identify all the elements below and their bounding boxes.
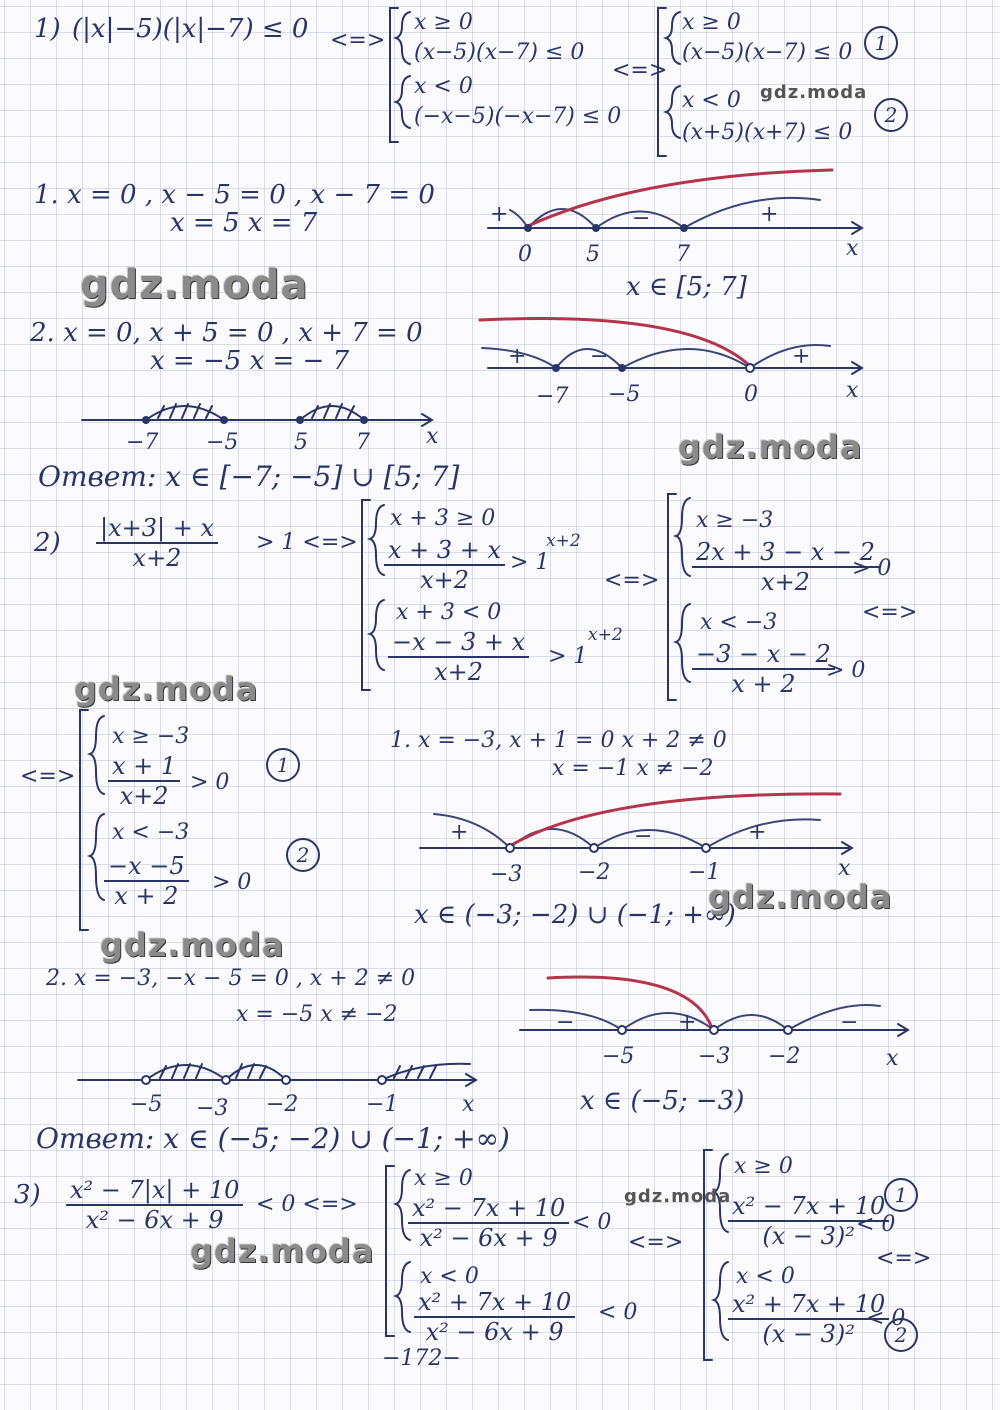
numerator: −x − 3 + x [388, 628, 529, 658]
numerator: |x+3| + x [96, 514, 218, 544]
relation: > 1 [548, 644, 588, 669]
system-r1-cond: x ≥ 0 [682, 10, 741, 35]
watermark: gdz.moda [624, 1186, 732, 1207]
open-point-0 [746, 364, 754, 372]
numerator: −x −5 [104, 852, 189, 882]
system-2-ineq: (−x−5)(−x−7) ≤ 0 [414, 104, 622, 129]
page-number: −172− [382, 1346, 461, 1371]
point-5 [296, 416, 304, 424]
multiplier-note: x+2 [588, 625, 623, 645]
system-r1-ineq: (x−5)(x−7) ≤ 0 [682, 40, 853, 65]
open-point-minus-2 [282, 1076, 290, 1084]
point-7 [680, 224, 688, 232]
watermark: gdz.moda [100, 926, 285, 964]
axis-label: x [846, 378, 859, 403]
step-1-roots-values: x = −1 x ≠ −2 [552, 756, 714, 781]
system-a-cond: x + 3 ≥ 0 [390, 506, 496, 531]
answer-problem-2: Ответ: x ∈ (−5; −2) ∪ (−1; +∞) [36, 1122, 510, 1155]
sign-label: + [792, 344, 811, 369]
step-1-roots: 1. x = −3, x + 1 = 0 x + 2 ≠ 0 [390, 728, 727, 753]
circled-number: 2 [874, 98, 908, 132]
relation: < 0 <=> [256, 1192, 358, 1217]
open-point-minus-1 [378, 1076, 386, 1084]
number-line-3 [82, 414, 432, 426]
circled-number: 2 [884, 1318, 918, 1352]
circled-number: 2 [286, 838, 320, 872]
sign-label: − [840, 1010, 859, 1035]
tick-label: −5 [602, 1044, 635, 1069]
problem-3-fraction [66, 1176, 243, 1234]
system-f-fraction [104, 852, 189, 910]
relation: > 0 [826, 658, 866, 683]
relation: < 0 [572, 1210, 612, 1235]
curly-brace [676, 604, 690, 682]
sign-label: − [632, 206, 651, 231]
open-point-minus-3 [506, 844, 514, 852]
tick-label: −2 [768, 1044, 801, 1069]
denominator: (x − 3)² [762, 1320, 855, 1348]
tick-label: −1 [688, 860, 721, 885]
axis-label: x [462, 1092, 475, 1117]
system-1-cond: x ≥ 0 [414, 10, 473, 35]
watermark: gdz.moda [708, 878, 893, 916]
system-a-fraction [408, 1194, 569, 1252]
point-7 [360, 416, 368, 424]
curly-brace [396, 12, 410, 64]
square-bracket [704, 1150, 712, 1360]
numerator: x + 1 [108, 752, 180, 782]
relation: < 0 [598, 1300, 638, 1325]
equivalence-arrow: <=> [20, 764, 76, 789]
relation: > 0 [190, 770, 230, 795]
system-b-cond: x < 0 [420, 1264, 479, 1289]
multiplier-note: x+2 [546, 531, 581, 551]
axis-label: x [846, 236, 859, 261]
system-f-cond: x < −3 [112, 820, 190, 845]
point-minus-5 [618, 364, 626, 372]
system-b-cond: x + 3 < 0 [396, 600, 502, 625]
square-bracket [80, 710, 88, 930]
curly-brace [370, 505, 384, 575]
numerator: x² + 7x + 10 [728, 1290, 889, 1320]
system-e-fraction [108, 752, 180, 810]
sign-label: + [490, 202, 509, 227]
numerator: x² − 7x + 10 [728, 1192, 889, 1222]
tick-label: −2 [578, 860, 611, 885]
tick-label: −3 [196, 1096, 229, 1121]
tick-label: −1 [366, 1092, 399, 1117]
curly-brace [370, 600, 384, 670]
answer-1: x ∈ [5; 7] [626, 272, 747, 302]
tick-label: −2 [266, 1092, 299, 1117]
shaded-arc [300, 406, 364, 420]
open-point-minus-5 [142, 1076, 150, 1084]
tick-label: 0 [518, 242, 532, 267]
point-5 [592, 224, 600, 232]
circled-number: 1 [266, 748, 300, 782]
equivalence-arrow: <=> [612, 58, 668, 83]
number-line-1 [488, 222, 862, 234]
tick-label: −3 [698, 1044, 731, 1069]
denominator: x+2 [434, 658, 484, 686]
circled-number: 1 [884, 1178, 918, 1212]
system-c-cond: x ≥ 0 [734, 1154, 793, 1179]
curly-brace [90, 814, 104, 900]
sign-label: + [760, 202, 779, 227]
denominator: x+2 [119, 782, 169, 810]
problem-1-inequality: (|x|−5)(|x|−7) ≤ 0 [72, 14, 309, 44]
system-c-cond: x ≥ −3 [696, 508, 774, 533]
point-minus-5 [220, 416, 228, 424]
curly-brace [714, 1262, 728, 1340]
answer-2-1: x ∈ (−3; −2) ∪ (−1; +∞) [414, 900, 736, 930]
sign-label: + [678, 1010, 697, 1035]
watermark: gdz.moda [74, 670, 259, 708]
relation: < 0 [856, 1212, 896, 1237]
system-r2-cond: x < 0 [682, 88, 741, 113]
curly-brace [666, 12, 680, 64]
watermark: gdz.moda [760, 82, 868, 103]
sign-label: − [634, 824, 653, 849]
equivalence-arrow: <=> [862, 600, 918, 625]
tick-label: 7 [356, 430, 370, 455]
numerator: x + 3 + x [384, 536, 505, 566]
system-1-ineq: (x−5)(x−7) ≤ 0 [414, 40, 585, 65]
numerator: x² + 7x + 10 [414, 1288, 575, 1318]
denominator: x² − 6x + 9 [85, 1206, 224, 1234]
step-1-roots-values: x = 5 x = 7 [170, 208, 318, 238]
step-2-roots: 2. x = 0, x + 5 = 0 , x + 7 = 0 [30, 318, 423, 348]
tick-label: −7 [126, 430, 159, 455]
square-bracket [390, 8, 398, 142]
tick-label: −5 [608, 382, 641, 407]
problem-2-fraction [96, 514, 218, 572]
sign-label: − [556, 1010, 575, 1035]
square-bracket [362, 500, 370, 690]
equivalence-arrow: <=> [876, 1246, 932, 1271]
point-0 [524, 224, 532, 232]
relation: > 0 [852, 556, 892, 581]
axis-label: x [886, 1046, 899, 1071]
circled-number: 1 [864, 26, 898, 60]
relation: > 1 <=> [256, 530, 358, 555]
axis-label: x [838, 856, 851, 881]
watermark: gdz.moda [678, 428, 863, 466]
relation: < 0 [866, 1306, 906, 1331]
watermark: gdz.moda [190, 1232, 375, 1270]
curly-brace [676, 498, 690, 576]
square-bracket [386, 1166, 394, 1336]
answer-problem-1: Ответ: x ∈ [−7; −5] ∪ [5; 7] [38, 460, 460, 493]
system-d-cond: x < 0 [736, 1264, 795, 1289]
problem-2-label: 2) [34, 528, 61, 558]
point-minus-7 [142, 416, 150, 424]
curly-brace [396, 1262, 410, 1332]
denominator: x + 2 [731, 670, 796, 698]
interval-arc [482, 345, 830, 368]
tick-label: −5 [206, 430, 239, 455]
problem-1-label: 1) [34, 14, 61, 44]
system-r2-ineq: (x+5)(x+7) ≤ 0 [682, 120, 853, 145]
system-b-fraction [388, 628, 529, 686]
numerator: x² − 7|x| + 10 [66, 1176, 243, 1206]
tick-label: −3 [490, 862, 523, 887]
number-line-6 [78, 1074, 476, 1086]
axis-label: x [426, 424, 439, 449]
tick-label: 7 [676, 242, 690, 267]
open-point-minus-3 [710, 1026, 718, 1034]
square-bracket [668, 494, 676, 700]
system-d-cond: x < −3 [700, 610, 778, 635]
system-e-cond: x ≥ −3 [112, 724, 190, 749]
system-2-cond: x < 0 [414, 74, 473, 99]
denominator: x+2 [420, 566, 469, 594]
curly-brace [90, 716, 104, 794]
denominator: x+2 [132, 544, 182, 572]
open-point-minus-5 [618, 1026, 626, 1034]
system-c-fraction [692, 538, 879, 596]
tick-label: −7 [536, 384, 569, 409]
system-a-cond: x ≥ 0 [414, 1166, 473, 1191]
step-1-roots: 1. x = 0 , x − 5 = 0 , x − 7 = 0 [34, 180, 435, 210]
open-point-minus-3 [222, 1076, 230, 1084]
step-2-roots-values: x = −5 x = − 7 [150, 346, 350, 376]
answer-2-2: x ∈ (−5; −3) [580, 1086, 745, 1116]
watermark: gdz.moda [80, 262, 309, 308]
relation: > 0 [212, 870, 252, 895]
curly-brace [396, 76, 410, 128]
denominator: x + 2 [114, 882, 179, 910]
equivalence-arrow: <=> [330, 28, 386, 53]
tick-label: 5 [294, 430, 308, 455]
sign-label: + [508, 344, 527, 369]
numerator: 2x + 3 − x − 2 [692, 538, 879, 568]
step-2-roots: 2. x = −3, −x − 5 = 0 , x + 2 ≠ 0 [46, 966, 416, 991]
relation: > 1 [510, 550, 550, 575]
system-d-fraction [692, 640, 835, 698]
problem-3-label: 3) [14, 1180, 41, 1210]
open-point-minus-2 [784, 1026, 792, 1034]
tick-label: 0 [744, 382, 758, 407]
system-a-fraction [384, 536, 505, 594]
equivalence-arrow: <=> [628, 1230, 684, 1255]
numerator: −3 − x − 2 [692, 640, 835, 670]
sign-label: + [450, 820, 469, 845]
tick-label: 5 [586, 242, 600, 267]
denominator: x+2 [761, 568, 810, 596]
denominator: x² − 6x + 9 [425, 1318, 564, 1346]
sign-label: − [590, 344, 609, 369]
sign-label: + [748, 820, 767, 845]
point-minus-7 [552, 364, 560, 372]
system-b-fraction [414, 1288, 575, 1346]
open-point-minus-1 [702, 844, 710, 852]
numerator: x² − 7x + 10 [408, 1194, 569, 1224]
equivalence-arrow: <=> [604, 568, 660, 593]
step-2-roots-values: x = −5 x ≠ −2 [236, 1002, 398, 1027]
denominator: (x − 3)² [762, 1222, 855, 1250]
denominator: x² − 6x + 9 [419, 1224, 558, 1252]
hatch [160, 1064, 436, 1078]
open-point-minus-2 [590, 844, 598, 852]
tick-label: −5 [130, 1092, 163, 1117]
curly-brace [666, 86, 680, 138]
